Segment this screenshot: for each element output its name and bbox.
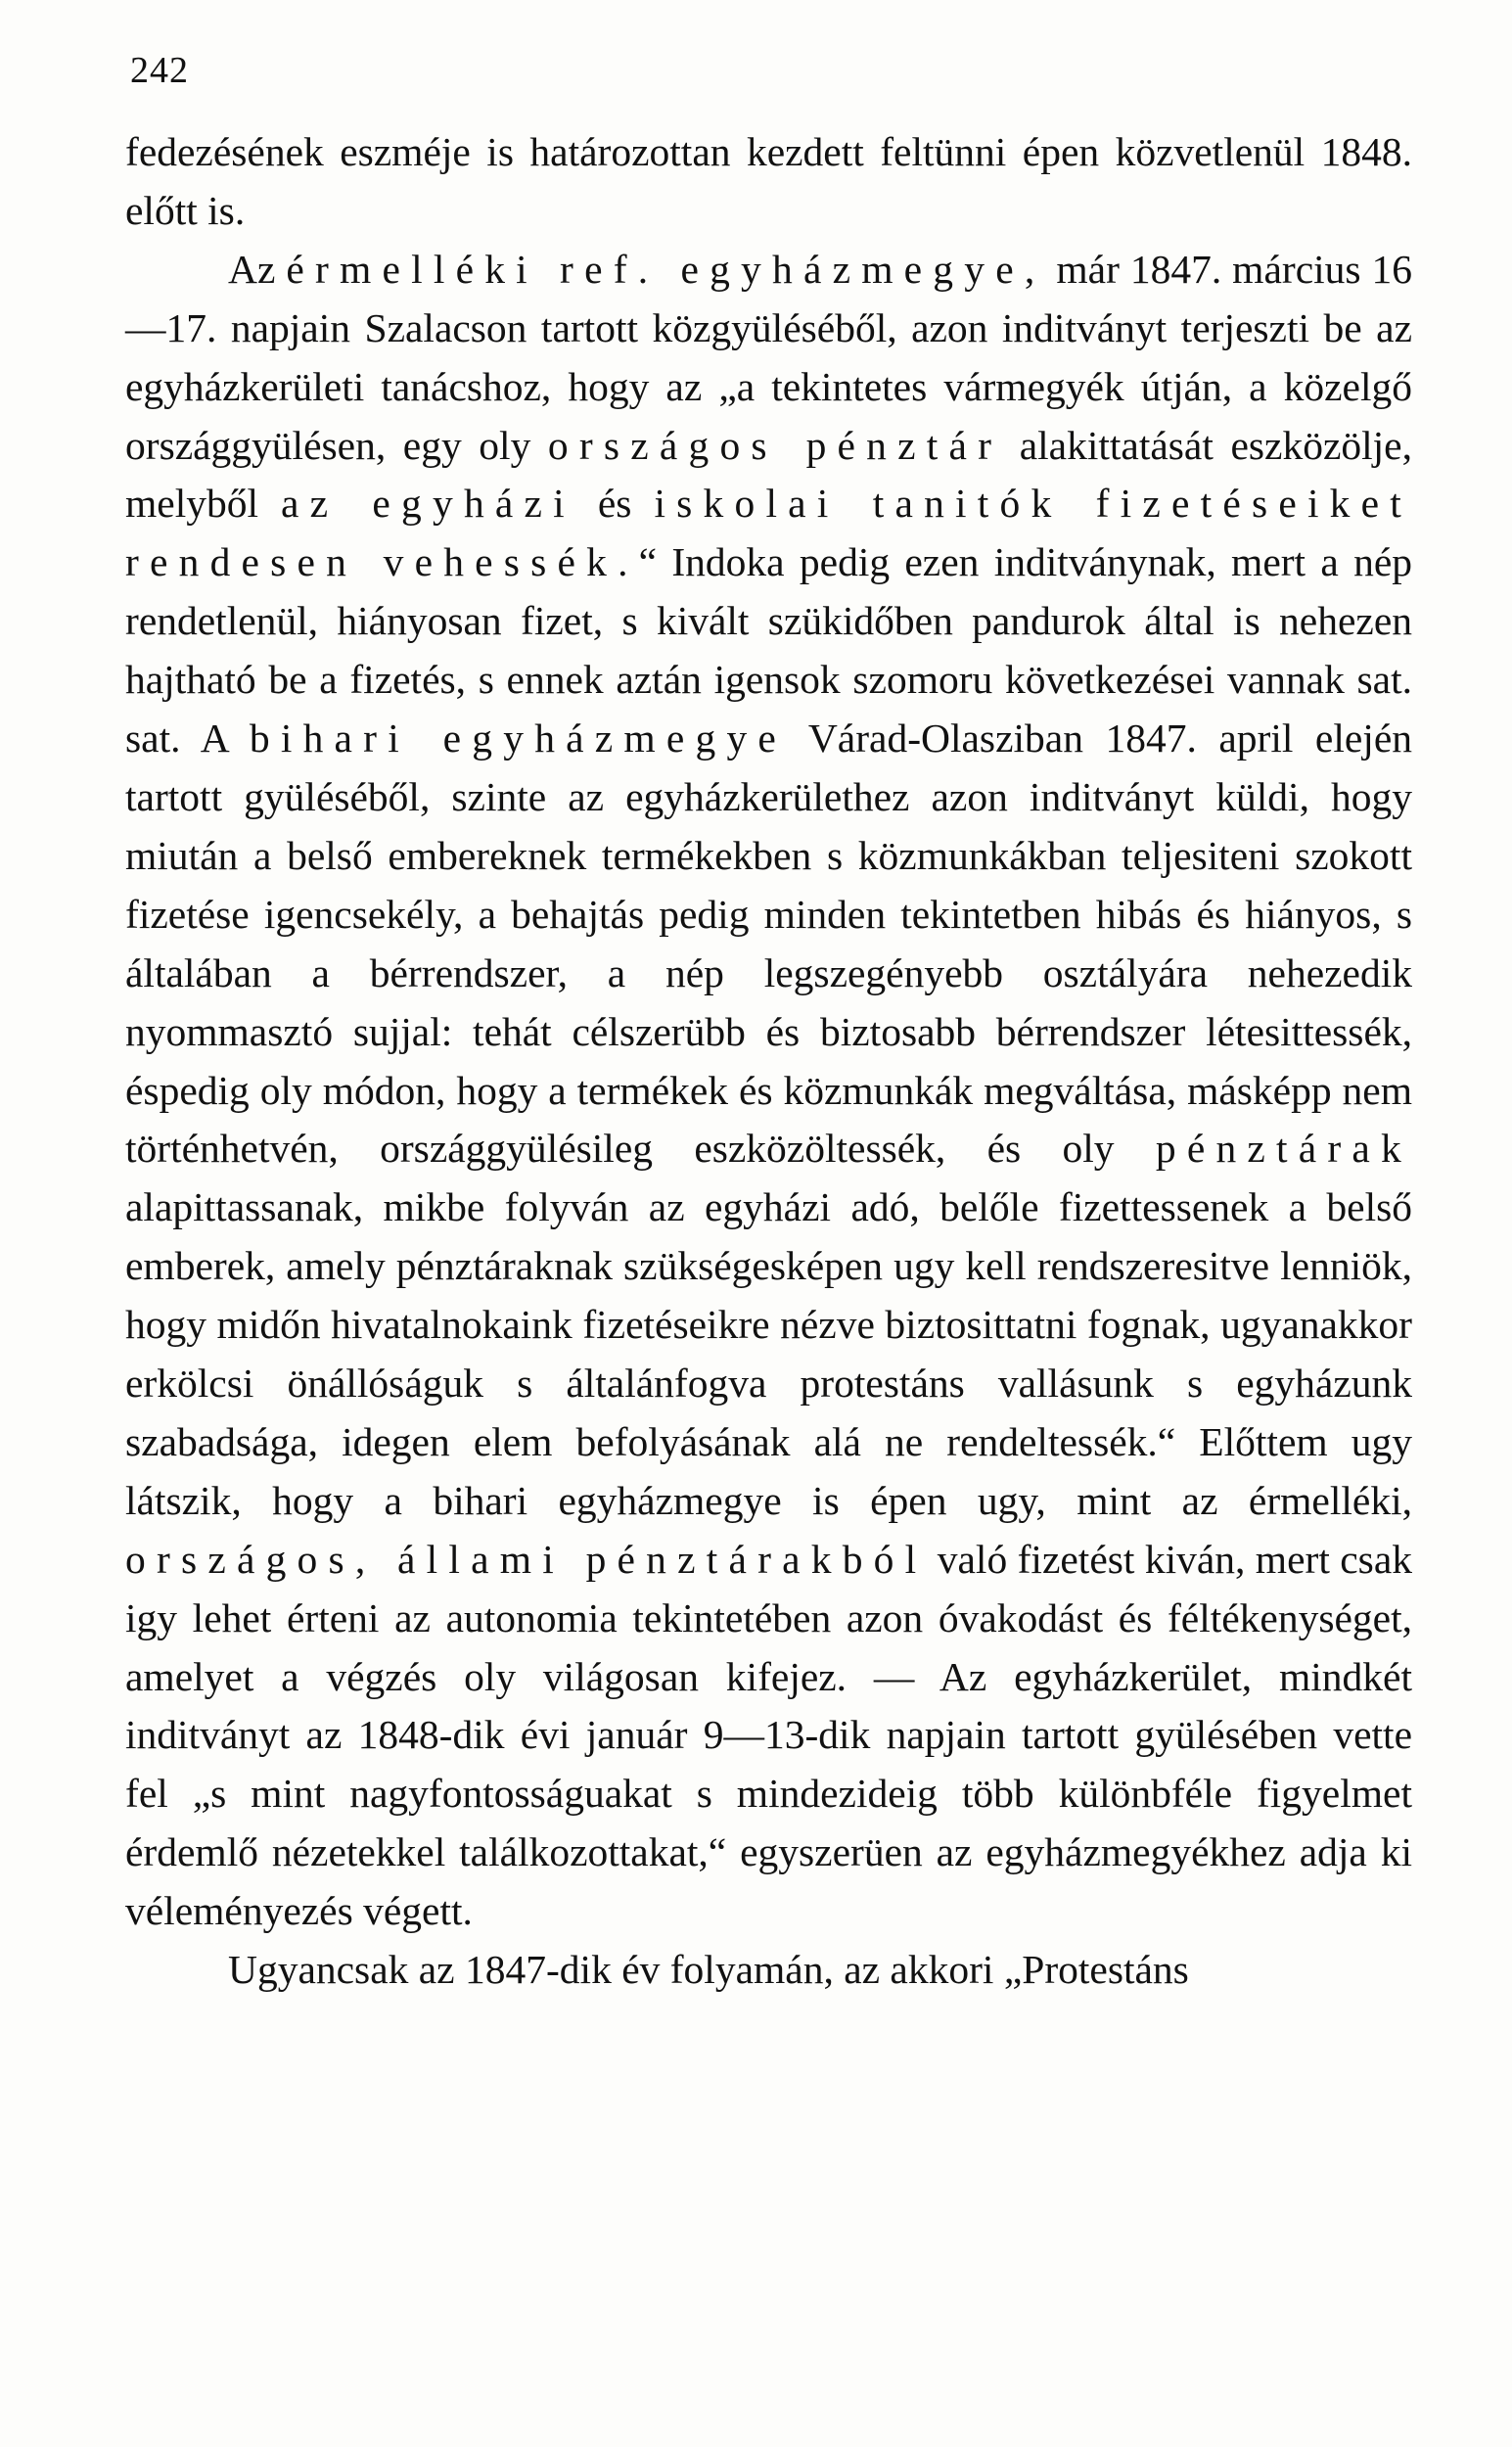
emphasized-text: az egyházi: [281, 481, 575, 527]
emphasized-text: bihari egyházmegye: [249, 716, 788, 762]
paragraph: [125, 1941, 1412, 2000]
paragraph: [125, 241, 1412, 1941]
page-number: 242: [130, 50, 189, 91]
text-run: Az: [228, 246, 287, 292]
text-run: való fizetést kiván, mert csak igy lehet érteni az autonomia tekintetében azon óvakodást és féltékenységet, amelyet a végzés oly világosan kifejez. — Az egyházkerület, mindkét inditványt az 1848-dik évi január 9—13-dik napjain tartott gyülésében vette fel „s mint nagyfontosságuakat s mindezideig több különbféle figyelmet érdemlő nézetekkel találkozottakat,“ egyszerüen az egyházmegyékhez adja ki véleményezés végett.: [125, 1536, 1412, 1934]
text-run: és: [574, 481, 655, 527]
emphasized-text: országos, állami pénztárakból: [125, 1536, 928, 1582]
text-run: fedezésének eszméje is határozottan kezdett feltünni épen közvetlenül 1848. előtt is.: [125, 129, 1412, 233]
body-text: [125, 123, 1412, 2000]
text-run: “ Indoka pedig ezen inditványnak, mert a nép rendetlenül, hiányosan fizet, s kivált szükidőben pandurok által is nehezen hajtható be a fizetés, s ennek aztán igensok szomoru következései vannak sat. sat. A: [125, 539, 1413, 762]
emphasized-text: országos pénztár: [547, 422, 1003, 468]
text-run: alapittassanak, mikbe folyván az egyházi adó, belőle fizettessenek a belső emberek, amely pénztáraknak szükségesképen ugy kell rendszeresitve lenniök, hogy midőn hivatalnokaink fizetéseikre nézve biztosittatni fognak, ugyanakkor erkölcsi önállóságuk s általánfogva protestáns vallásunk s egyházunk szabadsága, idegen elem befolyásának alá ne rendeltessék.“ Előttem ugy látszik, hogy a bihari egyházmegye is épen ugy, mint az érmelléki,: [125, 1184, 1412, 1523]
emphasized-text: iskolai tanitók fizetéseiket rendesen vehessék.: [125, 481, 1412, 585]
text-run: Ugyancsak az 1847-dik év folyamán, az akkori „Protestáns: [228, 1947, 1189, 1993]
paragraph: [125, 123, 1412, 241]
text-run: már 1847. március 16—17. napjain Szalacson tartott közgyüléséből, azon inditványt terjeszti be az egyházkerületi tanácshoz, hogy az „a tekintetes vármegyék útján, a közelgő országgyülésen, egy oly: [125, 246, 1412, 468]
text-run: Várad-Olasziban 1847. april elején tartott gyüléséből, szinte az egyházkerülethez azon inditványt küldi, hogy miután a belső embereknek termékekben s közmunkákban teljesiteni szokott fizetése igencsekély, a behajtás pedig minden tekintetben hibás és hiányos, s általában a bérrendszer, a nép legszegényebb osztályára nehezedik nyommasztó sujjal: tehát célszerübb és biztosabb bérrendszer létesittessék, éspedig oly módon, hogy a termékek és közmunkák megváltása, másképp nem történhetvén, országgyülésileg eszközöltessék, és oly: [125, 716, 1412, 1172]
text-run: alakittatását eszközölje, melyből: [125, 422, 1412, 527]
emphasized-text: érmelléki ref. egyházmegye,: [286, 246, 1046, 292]
emphasized-text: pénztárak: [1155, 1126, 1412, 1172]
